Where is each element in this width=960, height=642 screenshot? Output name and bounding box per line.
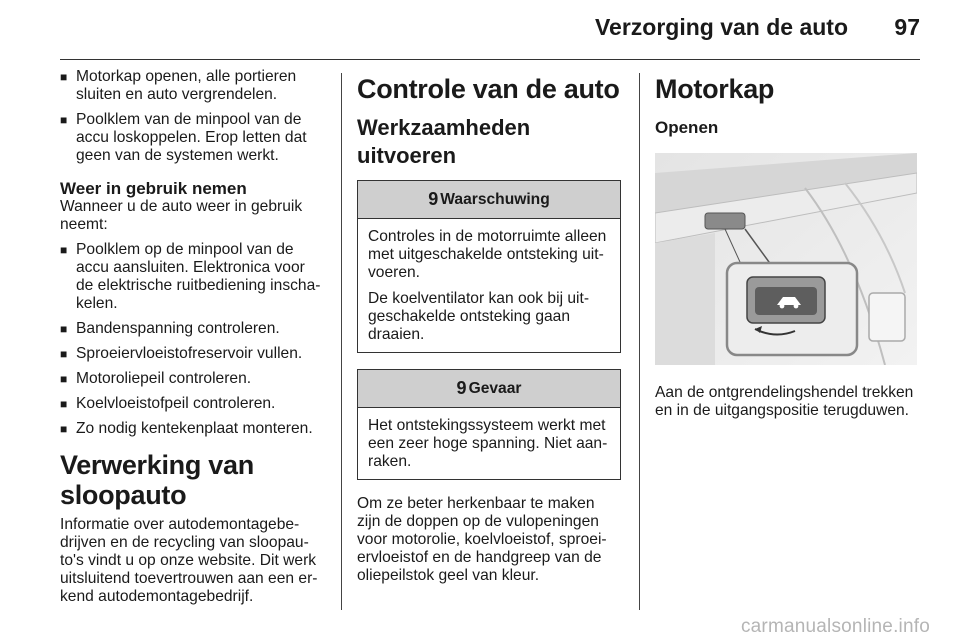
scrap-text: Informatie over autodemontagebe-drijven en de recycling van sloopau-to's vindt u op onze website. Dit werk uitsluitend toevertrouwen aan een er-kend autodemontagebedrijf. — [60, 516, 318, 605]
hood-title: Motorkap — [655, 74, 775, 104]
header-title: Verzorging van de auto — [594, 14, 848, 40]
square-bullet-icon: ■ — [60, 113, 68, 127]
warning-header — [358, 181, 620, 219]
warning-box — [357, 180, 621, 353]
danger-body — [358, 408, 620, 479]
storage-bullet-list — [60, 68, 326, 165]
list-item: ■ Bandenspanning controleren. — [60, 320, 280, 337]
scrap-heading: Verwerking van sloopauto — [60, 450, 254, 510]
hood-release-lever-icon — [655, 153, 917, 365]
list-item: ■ Zo nodig kentekenplaat monteren. — [60, 420, 313, 437]
danger-label: Gevaar — [468, 379, 522, 397]
warning-body — [358, 219, 620, 352]
warning-icon: 9 — [428, 189, 439, 209]
column-left — [60, 68, 326, 606]
restore-heading: Weer in gebruik nemen — [60, 179, 247, 198]
square-bullet-icon: ■ — [60, 347, 68, 361]
square-bullet-icon: ■ — [60, 422, 68, 436]
list-item: ■ Poolklem van de minpool van de accu loskoppelen. Erop letten dat geen van de systemen werkt. — [60, 111, 307, 164]
list-item: ■ Koelvloeistofpeil controleren. — [60, 395, 276, 412]
column-divider-1 — [341, 73, 342, 610]
list-item: ■ Motorkap openen, alle portieren sluiten en auto vergrendelen. — [60, 68, 297, 103]
instruction-text: Aan de ontgrendelingshendel trekken en in de uitgangspositie terugduwen. — [655, 384, 914, 419]
square-bullet-icon: ■ — [60, 397, 68, 411]
warning-text-1: Controles in de motorruimte alleen met uitgeschakelde ontsteking uit-voeren. — [368, 228, 607, 281]
warning-text-2: De koelventilator kan ook bij uit-geschakelde ontsteking gaan draaien. — [368, 290, 590, 343]
watermark: carmanualsonline.info — [740, 616, 930, 637]
list-item: ■ Poolklem op de minpool van de accu aansluiten. Elektronica voor de elektrische ruitbediening inscha-kelen. — [60, 241, 321, 312]
square-bullet-icon: ■ — [60, 372, 68, 386]
danger-text: Het ontstekingssysteem werkt met een zeer hoge spanning. Niet aan-raken. — [368, 417, 608, 470]
color-note: Om ze beter herkenbaar te maken zijn de doppen op de vulopeningen voor motorolie, koelvloeistof, sproei-ervloeistof en de handgreep van de oliepeilstok geel van kleur. — [357, 495, 607, 584]
section-subtitle: Werkzaamheden uitvoeren — [357, 115, 531, 168]
list-item: ■ Sproeiervloeistofreservoir vullen. — [60, 345, 303, 362]
square-bullet-icon: ■ — [60, 322, 68, 336]
list-item: ■ Motoroliepeil controleren. — [60, 370, 252, 387]
header-rule — [60, 59, 920, 60]
warning-label: Waarschuwing — [440, 190, 550, 208]
column-middle — [357, 68, 621, 585]
danger-box — [357, 369, 621, 480]
page-number: 97 — [894, 14, 920, 40]
open-subtitle: Openen — [655, 118, 719, 137]
column-right — [655, 68, 921, 420]
column-divider-2 — [639, 73, 640, 610]
restore-intro: Wanneer u de auto weer in gebruik neemt: — [60, 198, 303, 233]
section-title: Controle van de auto — [357, 74, 620, 104]
square-bullet-icon: ■ — [60, 243, 68, 257]
square-bullet-icon: ■ — [60, 70, 68, 84]
restore-bullet-list — [60, 241, 326, 438]
danger-header — [358, 370, 620, 408]
danger-icon: 9 — [456, 378, 467, 398]
